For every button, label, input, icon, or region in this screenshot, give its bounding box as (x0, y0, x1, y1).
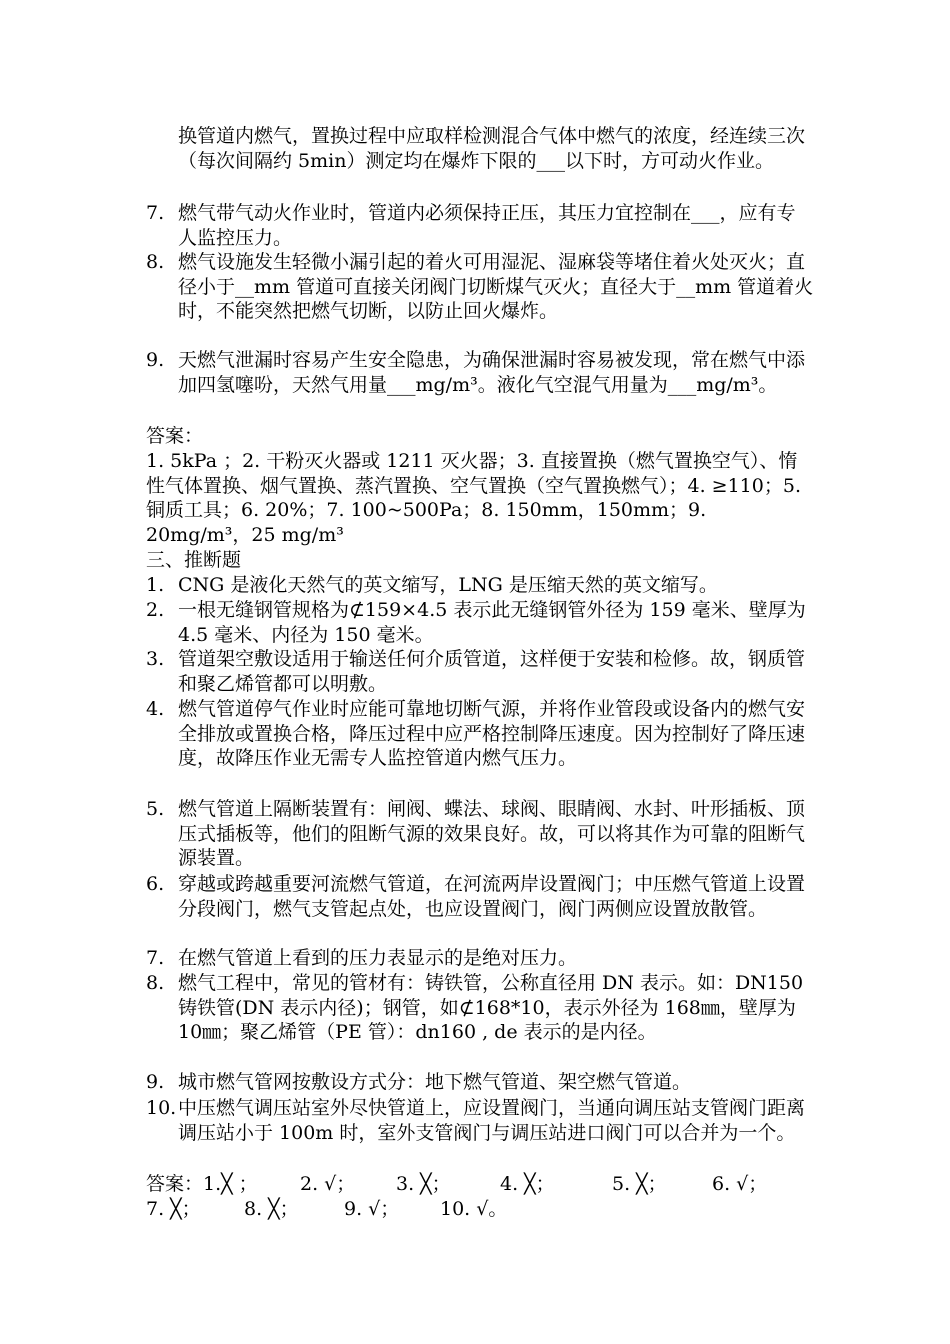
item-number: 2. (146, 599, 165, 621)
answer-cell: 答案：1.╳ ； (146, 1173, 258, 1195)
answer-cell: 3. ╳； (396, 1173, 451, 1195)
item-text: 燃气工程中，常见的管材有：铸铁管，公称直径用 DN 表示。如：DN150 铸铁管(DN 表示内径)；钢管，如⊄168*10，表示外径为 168㎜，壁厚为 10㎜；聚乙烯管（PE 管）：dn160 , de 表示的是内径。 (178, 972, 804, 1043)
answer-cell: 9. √； (344, 1198, 400, 1220)
item-text: 一根无缝钢管规格为⊄159×4.5 表示此无缝钢管外径为 159 毫米、壁厚为 4.5 毫米、内径为 150 毫米。 (178, 599, 806, 646)
answer-cell: 10. √。 (440, 1198, 508, 1220)
item-number: 7. (146, 202, 165, 224)
item-text: 燃气管道上隔断装置有：闸阀、蝶法、球阀、眼睛阀、水封、叶形插板、顶压式插板等，他们的阻断气源的效果良好。故，可以将其作为可靠的阻断气源装置。 (178, 798, 806, 869)
item-text: 穿越或跨越重要河流燃气管道，在河流两岸设置阀门；中压燃气管道上设置分段阀门，燃气支管起点处，也应设置阀门，阀门两侧应设置放散管。 (178, 873, 806, 920)
item-6-continuation: 换管道内燃气，置换过程中应取样检测混合气体中燃气的浓度，经连续三次（每次间隔约 5min）测定均在爆炸下限的___以下时，方可动火作业。 (178, 125, 806, 172)
item-text: 燃气管道停气作业时应能可靠地切断气源，并将作业管段或设备内的燃气安全排放或置换合格，降压过程中应严格控制降压速度。因为控制好了降压速度，故降压作业无需专人监控管道内燃气压力。 (178, 698, 806, 769)
item-number: 4. (146, 698, 165, 720)
answer-cell: 4. ╳； (500, 1173, 555, 1195)
item-number: 5. (146, 798, 165, 820)
item-text: 天燃气泄漏时容易产生安全隐患，为确保泄漏时容易被发现，常在燃气中添加四氢噻吩，天然气用量___mg/m³。液化气空混气用量为___mg/m³。 (178, 349, 806, 396)
item-number: 3. (146, 648, 165, 670)
answer-cell: 7. ╳； (146, 1198, 201, 1220)
item-text: 城市燃气管网按敷设方式分：地下燃气管道、架空燃气管道。 (178, 1071, 692, 1093)
section-heading: 三、推断题 (146, 549, 242, 571)
answer-cell: 5. ╳； (612, 1173, 667, 1195)
item-number: 10. (146, 1097, 177, 1119)
item-number: 7. (146, 947, 165, 969)
item-number: 6. (146, 873, 165, 895)
answer-label: 答案： (146, 425, 204, 447)
answer-cell: 2. √； (300, 1173, 356, 1195)
answer-text: 1. 5kPa ；2. 干粉灭火器或 1211 灭火器；3. 直接置换（燃气置换空气）、惰性气体置换、烟气置换、蒸汽置换、空气置换（空气置换燃气）；4. ≥110；5.铜质工具；6. 20%；7. 100~500Pa；8. 150mm，150mm；9. 20mg/m³，25 mg/m³ (146, 450, 801, 546)
item-number: 8. (146, 972, 165, 994)
answer-cell: 8. ╳； (244, 1198, 299, 1220)
item-number: 8. (146, 251, 165, 273)
item-text: 燃气设施发生轻微小漏引起的着火可用湿泥、湿麻袋等堵住着火处灭火；直径小于__mm 管道可直接关闭阀门切断煤气灭火；直径大于__mm 管道着火时，不能突然把燃气切断，以防止回火爆炸。 (178, 251, 814, 322)
answer-cell: 6. √； (712, 1173, 768, 1195)
item-text: 燃气带气动火作业时，管道内必须保持正压，其压力宜控制在___，应有专人监控压力。 (178, 202, 796, 249)
item-text: 管道架空敷设适用于输送任何介质管道，这样便于安装和检修。故，钢质管和聚乙烯管都可以明敷。 (178, 648, 806, 695)
item-number: 9. (146, 1071, 165, 1093)
item-text: 中压燃气调压站室外尽快管道上，应设置阀门，当通向调压站支管阀门距离调压站小于 100m 时，室外支管阀门与调压站进口阀门可以合并为一个。 (178, 1097, 806, 1144)
item-number: 9. (146, 349, 165, 371)
item-number: 1. (146, 574, 165, 596)
item-text: CNG 是液化天然气的英文缩写，LNG 是压缩天然的英文缩写。 (178, 574, 718, 596)
item-text: 在燃气管道上看到的压力表显示的是绝对压力。 (178, 947, 578, 969)
